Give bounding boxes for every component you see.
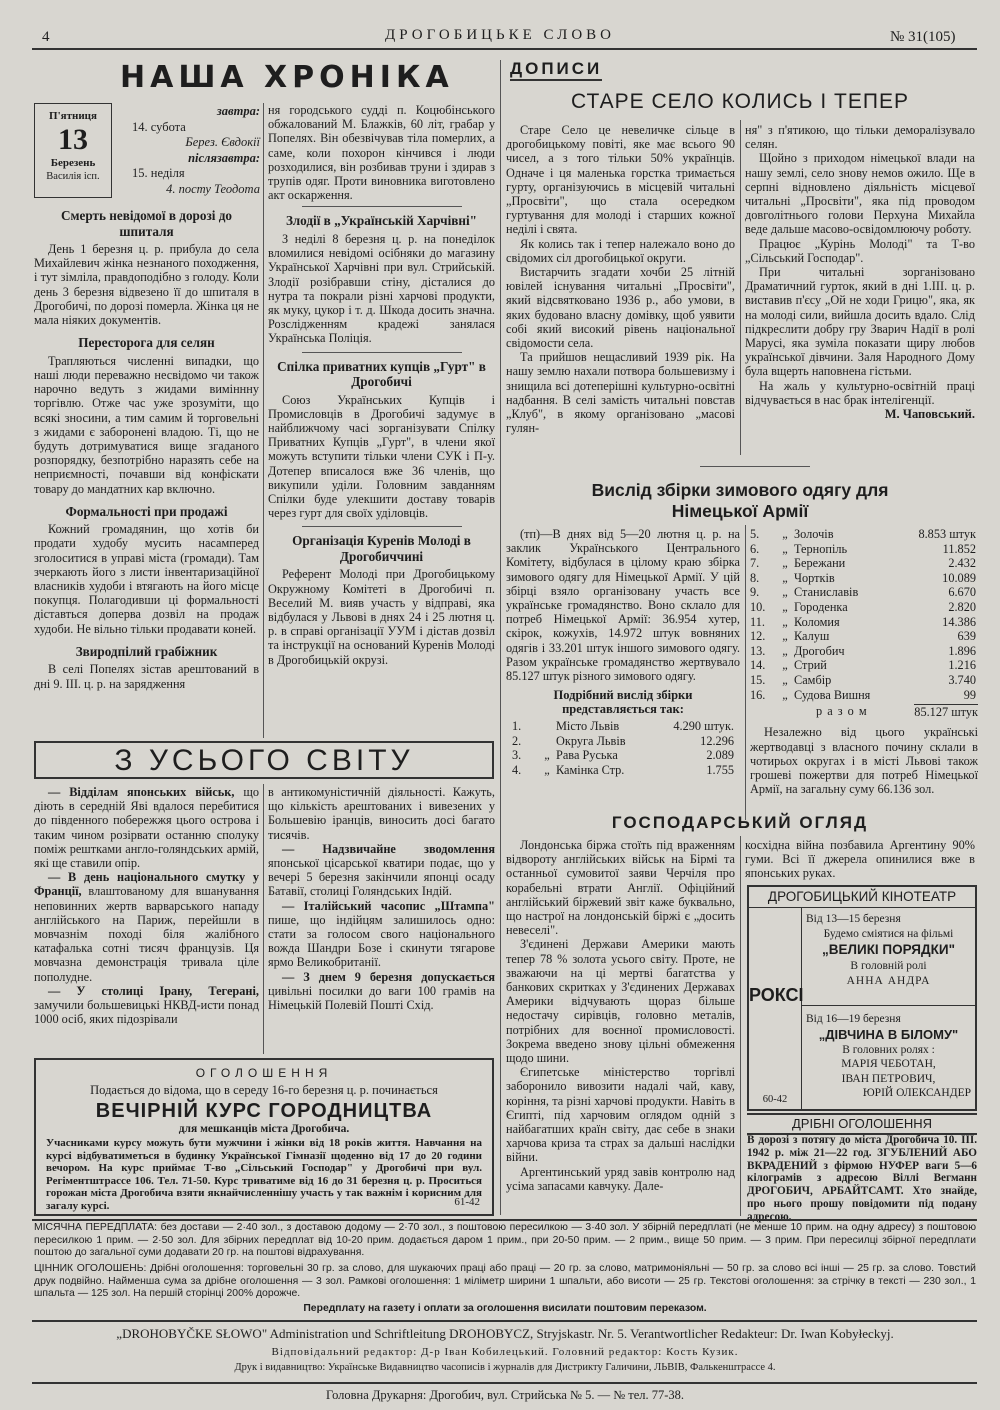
- collection-item-value: 12.296: [700, 733, 734, 748]
- collection-item-ditto: „: [782, 599, 788, 614]
- collection-item-ditto: „: [782, 643, 788, 658]
- collection-item-number: 6.: [750, 541, 760, 556]
- collection-item-value: 8.853 штук: [918, 527, 976, 541]
- collection-item-name: Округа Львів: [556, 733, 626, 748]
- letters-col2-p1: ня" з п'ятикою, що тільки деморалізувало селян.: [745, 123, 975, 152]
- warning-text: Трапляються численні випадки, що наші люди переважно несвідомо чи також нарочно ведуть з жидами виміннну торгівлю. Отже час уже зрозуміти, що всякі зносини, а тим самим й торговельні з жидами є заборонені владою. Ті, що не будуть дотримуватися вище згаданого розпорядку, безпотрібно наразять себе на неприємності, почавши від конфіскати товару до мандатних кар включно.: [34, 353, 259, 496]
- list_b-row: [750, 585, 976, 600]
- collection-item-number: 4.: [512, 763, 522, 778]
- world-item-2-text: влаштованому для вшанування неповинних жертв варварського нападу англійського на Париж, перейшли в мовчазнім поході біля жалібного катафалька сотні тисяч французів. Ця мовчазна демонстрація тривала ціле пополудне.: [34, 884, 259, 984]
- economy-p1: Лондонська біржа стоїть під враженням відвороту англійських військ на Бірмі та останньої сумовитої заяви Черчіля про корабельні втрати Англії. Офіційний англійський біржевий звіт каже буквально, що настрої на лондонській біржі є „досить невеселі".: [506, 838, 735, 938]
- calendar-day-number: 13: [58, 123, 88, 156]
- world-item-1-lead: — Відділам японських військ,: [48, 785, 235, 799]
- collection-col-rule: [745, 525, 746, 820]
- announcement-text: Учасниками курсу можуть бути мужчини і жінки від 18 років життя. Навчання на курсі відбуватиметься в будинку Української Гімназії щоденно від 17 до 20 години вечором. На курс приймає Т-во „Сільський Господар" у Дрогобичі при вул. Регіментштрассе 106. Тел. 71-50. Курс триватиме від 16 до 31 березня ц. р. Проситься горожан міста Дрогобича взяти якнайчисленнішу участь у так важнім і корисним для загалу курсі.: [46, 1137, 482, 1212]
- collection-col-2: [750, 527, 978, 796]
- collection-item-ditto: „: [782, 570, 788, 585]
- collection-after-text: Незалежно від цього українські жертводавці з власного почину склали в чотирьох округах і в місті Львові також грошеві пожертви для потреб Німецької Армії, на загальну суму 66.136 зол.: [750, 725, 978, 797]
- kitchen-title: Злодії в „Українській Харчівні": [285, 213, 477, 229]
- world-item-3-text: замучили большевицькі НКВД-исти понад 1000 осіб, яких підозрівали: [34, 998, 259, 1027]
- collection-item-ditto: „: [782, 687, 788, 702]
- collection-total-label: р а з о м: [816, 704, 868, 719]
- letters-label: ДОПИСИ: [510, 59, 602, 81]
- collection-item-name: Коломия: [794, 614, 840, 629]
- show1-intro: Будемо сміятися на фільмі: [823, 927, 954, 940]
- collection-item-value: 2.820: [948, 599, 976, 614]
- cinema-brand: [749, 907, 802, 1109]
- collection-item-name: Городенка: [794, 599, 848, 614]
- collection-item-name: Самбір: [794, 672, 832, 687]
- collection-item-value: 2.089: [706, 748, 734, 763]
- collection-item-number: 10.: [750, 599, 766, 614]
- tomorrow-line2: Берез. Євдокії: [185, 135, 260, 150]
- rule-gurt: [302, 352, 462, 353]
- collection-item-number: 1.: [512, 719, 522, 734]
- world-item-1-text: що діють в середній Яві вдалося перебитися до південного побережжя цього острова і таким чином розірвати останню сполуку поміж рештками англо-голяндських армій, які ще ставили опір.: [34, 785, 259, 871]
- show2-role: В головних ролях :: [842, 1044, 935, 1057]
- collection-top-rule: [700, 466, 810, 467]
- collection-col-1: [506, 527, 740, 778]
- footer-editor: Відповідальний редактор: Д-р Іван Кобилецький. Головний редактор: Кость Кузик.: [271, 1346, 739, 1358]
- cinema-phone: 60-42: [762, 1094, 788, 1105]
- header-rule: [32, 48, 977, 50]
- collection-item-value: 14.386: [942, 614, 976, 629]
- footer-prices-end: Передплату на газету і оплати за оголошення висилати поштовим переказом.: [303, 1303, 707, 1314]
- collection-item-ditto: „: [782, 658, 788, 673]
- list_b-row: [750, 615, 976, 630]
- footer-printer: Друк і видавництво: Українське Видавництво часописів і журналів для Дистрикту Галичини, ЛЬВІВ, Фалькенштрассе 4.: [234, 1362, 776, 1373]
- death-title: Смерть невідомої в дорозі до шпиталя: [60, 208, 233, 239]
- letters-signature: М. Чаповський.: [884, 407, 975, 422]
- announcement-label: ОГОЛОШЕННЯ: [195, 1066, 333, 1080]
- list_b-row: [750, 629, 976, 644]
- collection-item-number: 5.: [750, 527, 760, 541]
- show1-actor: АННА АНДРА: [846, 974, 931, 987]
- calendar-saint: Василія ісп.: [46, 171, 100, 182]
- collection-subtitle-line2: представляється так:: [562, 702, 684, 717]
- footer-prices: ЦІННИК ОГОЛОШЕНЬ: Дрібні оголошення: торговельні 30 гр. за слово, для шукаючих праці або праці — 20 гр. за слово, матримоніяльні — 50 гр. за слово всі інші — 25 гр. за слово. Товстий друк подвійно. Найменша сума за дрібне оголошення — 3 зол. Рамкові оголошення: 1 міліметр ширини 1 шпальти, або висоти — 25 гр. Текстові оголошення: за стрічку в тексті — 230 зол., 1 шпальта — 125 зол. На першій сторінці 200% дорожче.: [34, 1263, 976, 1300]
- kitchen-text: З неділі 8 березня ц. р. на понеділок вломилися невідомі осібняки до магазину Української Харчівні при вул. Стрийській. Злодії розібравши стіну, дісталися до нутра та покрали різні харчові продукти, як муку, цукор і т. д. Шкода досить значна. Розслідженням крадежі занялася Українська Поліція.: [268, 231, 495, 346]
- small-ads-title: ДРІБНІ ОГОЛОШЕННЯ: [747, 1113, 977, 1135]
- list_b-row: [750, 542, 976, 557]
- collection-item-name: Стрий: [794, 658, 827, 673]
- letters-col1-p3: Вистарчить згадати хочби 25 літній ювілей існування читальні „Просвіти", який відсвятковано 1936 р., або умови, в яких будовано власну домівку, щоб уявити собі який високий рівень національної свідомости села.: [506, 265, 735, 351]
- collection-item-ditto: „: [782, 614, 788, 629]
- world-col-2: [268, 785, 495, 1012]
- collection-item-value: 4.290 штук.: [673, 719, 734, 734]
- collection-list-b: [750, 527, 976, 702]
- small-ads-text: В дорозі з потягу до міста Дрогобича 10. III. 1942 р. між 21—22 год. ЗГУБЛЕНИЙ АБО ВКРАДЕНИЙ з фірмою НУФЕР ваги 5—6 кілограмів з адресою Віллі Вегманн ДРОГОБИЧ, АРБАЙТСАМТ. Хто знайде, про нього прошу повідомити під подану адресою.: [747, 1134, 977, 1223]
- announcement-code: 61-42: [454, 1196, 480, 1208]
- footer-admin: „DROHOBYČKE SŁOWO" Administration und Schriftleitung DROHOBYCZ, Stryjskastr. Nr. 5. Verantwortlicher Redakteur: Dr. Iwan Kobyłeckyj.: [116, 1326, 894, 1341]
- tomorrow-label: завтра:: [216, 104, 260, 118]
- world-item-japan: [34, 785, 259, 870]
- world-item-batavia: [268, 842, 495, 899]
- world-item-iran: [34, 984, 259, 1027]
- list_b-row: [750, 658, 976, 673]
- collection-item-number: 9.: [750, 585, 760, 600]
- death-text: День 1 березня ц. р. прибула до села Михайлевич жінка незнаного походження, і тут зімліла, правдоподібно з голоду. Коли день 3 березня відвезено її до шпиталя в Дрогобичі, по дорозі померла. Жінка ця не мала ніяких документів.: [34, 242, 259, 328]
- list_b-row: [750, 673, 976, 688]
- letters-col1-p4: Та прийшов нещасливий 1939 рік. На нашу землю нахали потвора большевизму і знищила всі дотеперішні культурно-освітні надбання. В селі замість читальні повстав „Клуб", в якому організовано „масові гулян-: [506, 350, 735, 436]
- calendar-info: [132, 104, 260, 198]
- announcement-box: [34, 1058, 494, 1216]
- world-item-5-lead: — Італійський часопис „Штампа": [282, 898, 495, 913]
- collection-item-ditto: „: [782, 585, 788, 600]
- chronicle-col-rule-1: [263, 103, 264, 738]
- collection-item-name: Бережани: [794, 556, 846, 571]
- world-item-5-text: пише, що індійцям залишилось одно: стати за голосом свого національного вожда Шандри Бозе і скинути тягарове ярмо Великобританії.: [268, 912, 495, 970]
- letters-col-2: [745, 123, 975, 421]
- collection-list-a: [512, 719, 734, 777]
- collection-item-ditto: „: [782, 541, 788, 556]
- collection-item-number: 7.: [750, 556, 760, 571]
- letters-col-1: [506, 123, 735, 435]
- issue-number: № 31(105): [890, 29, 956, 45]
- economy-col-1: [506, 838, 735, 1193]
- collection-item-value: 10.089: [942, 570, 976, 585]
- collection-item-name: Судова Вишня: [794, 687, 871, 702]
- show2-actor1: МАРІЯ ЧЕБОТАН,: [841, 1058, 936, 1071]
- robber-title: Звиродпілий грабіжник: [75, 643, 218, 659]
- collection-item-name: Калуш: [794, 629, 830, 644]
- world-item-2-lead: — В день національного смутку у Франції,: [34, 870, 259, 899]
- letters-title: СТАРЕ СЕЛО КОЛИСЬ І ТЕПЕР: [571, 90, 909, 113]
- collection-item-ditto: „: [544, 763, 550, 778]
- collection-title-line1: Вислід збірки зимового одягу для: [591, 480, 889, 500]
- collection-item-number: 16.: [750, 687, 766, 702]
- collection-item-number: 3.: [512, 748, 522, 763]
- footer-subscription: МІСЯЧНА ПЕРЕДПЛАТА: без достави — 2·40 зол., з доставою додому — 2·70 зол., з поштовою пересилкою — 3·40 зол. У збірній передплаті (не менше 10 прим. на одну адресу) з поштовою пересилкою 1 прим. — 2·50 зол. Для збірних передплат від 10-20 прим. додається даром 1 прим., при 20-50 прим. — 2 прим., вище 50 прим. — 3 прим. При пересилці збірної передплати поштою до загальної суми додавати 20 гр. на поштові відрахування.: [34, 1222, 976, 1259]
- list_b-row: [750, 527, 976, 542]
- collection-item-ditto: „: [544, 748, 550, 763]
- after-line2: 4. посту Теодота: [166, 181, 260, 196]
- world-item-stampa: [268, 899, 495, 970]
- collection-item-ditto: „: [782, 629, 788, 644]
- collection-text: (тп)—В днях від 5—20 лютня ц. р. на заклик Українського Центрального Комітету, відбулася в цілому краю збірка зимового одягу для Німецької Армії. У цій збірці взяло організовану участь все українське громадянство. Воно склало для потреб Німецької Армії: 36.954 хутер, скірок, кожухів, 14.972 штук вовняних одягів і 33.201 штук іншого зимового одягу. Разом українське громадянство жертвувало 85.127 штук різного зимового одягу.: [506, 527, 740, 684]
- world-title: З УСЬОГО СВІТУ: [114, 744, 414, 777]
- gurt-text: Союз Українських Купців і Промисловців в Дрогобичі задумує в найближчому часі зорганізувати Спілку Приватних Купців „Гурт", в члени якої можуть вступити тільки члени СУК і П-у. Дотепер вписалося вже 36 членів, що викупили уділи. Головним завданням Спілки буде улекшити доставу товарів через гурт для своїх уділовців.: [268, 392, 495, 521]
- show2-dates: Від 16—19 березня: [806, 1013, 901, 1025]
- show2-actor2: ІВАН ПЕТРОВИЧ,: [841, 1072, 936, 1085]
- collection-item-name: Місто Львів: [556, 719, 620, 734]
- list_b-row: [750, 688, 976, 703]
- gurt-title: Спілка приватних купців „Гурт" в Дрогобичі: [277, 358, 486, 390]
- show1-dates: Від 13—15 березня: [806, 913, 901, 925]
- rule-youth: [302, 526, 462, 527]
- collection-subtitle-line1: Подрібний вислід збірки: [553, 688, 693, 703]
- page-number: 4: [42, 29, 50, 45]
- economy-col2-p1: косхідна війна позбавила Аргентину 90% гуми. Всі її джерела опинилися вже в японських руках.: [745, 838, 975, 881]
- world-title-box: [34, 741, 494, 779]
- world-col-1: [34, 785, 259, 1026]
- list_a-row: [512, 719, 734, 734]
- collection-item-name: Чортків: [794, 570, 835, 585]
- announcement-course: ВЕЧІРНІЙ КУРС ГОРОДНИЦТВА: [95, 1100, 433, 1122]
- letters-col1-p1: Старе Село це невеличке сільце в дрогобицькому повіті, яке має всього 90 чисел, а з того тільки 50% українців. Одначе і ця маленька горстка тримається гурту, організуючись в місцевій читальні „Просвіти", що стала осередком гуртування для молоді і старших кожної неділі і свята.: [506, 123, 735, 237]
- footer-rule-top: [32, 1219, 977, 1221]
- letters-col2-p3: Працює „Курінь Молоді" та Т-во „Сільський Господар".: [745, 236, 975, 265]
- collection-item-value: 1.755: [706, 763, 734, 778]
- formalities-text: Кожний громадянин, що хотів би продати худобу мусить насамперед зголоситися в управі міста (громади). Там зчеркають його з листи інвентаризаційної власників худоби і втягають на його місце покупця. Полагодивши ці формальності діставться доперва дозвіл на продаж худоби. Не вільно тільки продавати коней.: [34, 522, 259, 636]
- letters-col2-p4: При читальні зорганізовано Драматичний гурток, який в дні 1.III. ц. р. виставив п'єсу „Ой не ходи Грицю", яка, як на молоді сили, вийшла досить вдало. Слід підкреслити добру гру Зварич Надії в ролі Марусі, яка зуміла показати щиру любов української дівчини. Заля Народного Дому була вщерть наповнена гістьми.: [745, 265, 975, 379]
- warning-title: Пересторога для селян: [78, 335, 215, 351]
- collection-item-number: 13.: [750, 643, 766, 658]
- collection-item-ditto: „: [782, 527, 788, 541]
- world-item-france: [34, 870, 259, 984]
- collection-item-number: 14.: [750, 658, 766, 673]
- footer-bottom: Головна Друкарня: Дрогобич, вул. Стрийська № 5. — № тел. 77-38.: [325, 1388, 685, 1402]
- list_a-row: [512, 748, 734, 763]
- collection-item-name: Золочів: [794, 527, 834, 541]
- show2-actor3: ЮРІЙ ОЛЕКСАНДЕР: [862, 1086, 971, 1099]
- cinema-title: ДРОГОБИЦЬКИЙ КІНОТЕАТР: [749, 887, 975, 908]
- world-item-3-lead: — У столиці Ірану, Тегерані,: [48, 983, 259, 998]
- footer-rule-mid: [32, 1320, 977, 1322]
- world-item-post: [268, 970, 495, 1013]
- letters-col-rule: [740, 120, 741, 455]
- collection-item-value: 639: [957, 629, 976, 644]
- show1-film: „ВЕЛИКІ ПОРЯДКИ": [822, 942, 955, 957]
- collection-item-number: 15.: [750, 672, 766, 687]
- collection-title: [505, 480, 975, 522]
- collection-total-value: 85.127 штук: [914, 705, 978, 720]
- collection-item-name: Станиславів: [794, 585, 859, 600]
- letters-col2-p2: Щойно з приходом німецької влади на нашу землі, село знову немов ожило. Ще в серпні відновлено діяльність місцевої читальні „Просвіти", яка під проводом довголітнього голови Перхуна Михайла веде дальше масово-освідомлюючу роботу.: [745, 151, 975, 237]
- collection-item-value: 99: [963, 687, 976, 702]
- world-item-4-lead: — Надзвичайне зводомлення: [282, 841, 495, 856]
- letters-col2-p5: На жаль у культурно-освітній праці відчувається в нас брак інтелігенції.: [745, 378, 975, 407]
- section-rule-mid: [500, 60, 501, 1215]
- cinema-box: [747, 885, 977, 1111]
- cinema-show-2: [802, 1007, 975, 1109]
- collection-item-value: 1.896: [948, 643, 976, 658]
- rule-kitchen: [302, 206, 462, 207]
- collection-item-number: 8.: [750, 570, 760, 585]
- list_b-row: [750, 571, 976, 586]
- formalities-title: Формальності при продажі: [65, 503, 228, 519]
- collection-item-value: 3.740: [948, 672, 976, 687]
- list_a-row: [512, 734, 734, 749]
- announcement-for: для мешканців міста Дрогобича.: [178, 1123, 350, 1135]
- collection-subtitle: [506, 688, 740, 716]
- calendar-day-name: П'ятниця: [49, 110, 97, 122]
- collection-item-number: 12.: [750, 629, 766, 644]
- collection-item-name: Дрогобич: [794, 643, 845, 658]
- show2-film: „ДІВЧИНА В БІЛОМУ": [818, 1027, 959, 1043]
- world-item-4-text: японської цісарської кватири подає, що у вечері 5 березня закінчили японці осаду Батавії, столиці Голяндських Індій.: [268, 856, 495, 899]
- world-item-6-lead: — З днем 9 березня допускається: [282, 969, 495, 984]
- economy-p3: Єгипетське міністерство торгівлі заборонило вивозити надалі чай, каву, коріння, та різні харчові продукти. Навіть в Єгипті, під харчовим оглядом одній з найбагатших країн світу, дає себе в знаки харчова криза та страх за дальші наслідки війни.: [506, 1065, 735, 1165]
- collection-item-ditto: „: [782, 556, 788, 571]
- economy-col-rule: [740, 836, 741, 1216]
- tomorrow-line1: 14. субота: [132, 119, 186, 134]
- collection-item-value: 11.852: [942, 541, 976, 556]
- collection-item-name: Тернопіль: [794, 541, 848, 556]
- collection-item-value: 1.216: [948, 658, 976, 673]
- collection-item-number: 11.: [750, 614, 765, 629]
- world-item-iran-cont: в антикомуністичній діяльності. Кажуть, що кількість арештованих і вивезених у Большевію іранців, виносить досі багато тисячів.: [268, 785, 495, 842]
- world-item-6-text: цивільні посилки до ваги 100 грамів на Німецькій Полевій Пошті Схід.: [268, 983, 495, 1013]
- calendar-month: Березень: [50, 157, 96, 169]
- cinema-name: РОКСІ: [749, 985, 804, 1005]
- collection-item-number: 2.: [512, 733, 522, 748]
- calendar-box: [34, 103, 112, 198]
- robber-text: В селі Попелях зістав арештований в дні 9. III. ц. р. на зарядження: [34, 662, 259, 691]
- collection-item-ditto: „: [782, 672, 788, 687]
- cinema-show-1: [802, 908, 975, 1006]
- robber-continuation: ня городського судді п. Коцюбінського обжалований М. Блажків, 60 літ, грабар у Попелях. Він обезвічував тіла померлих, а саме, коли похорон кінчився і люди розходилися, він розбивав труни і здирав з трупів одяг. Проти виновника виготовлено акт оскарження.: [268, 103, 495, 203]
- list_b-row: [750, 556, 976, 571]
- collection-item-name: Камінка Стр.: [556, 763, 625, 778]
- economy-col-2: [745, 838, 975, 881]
- collection-item-ditto: [538, 734, 556, 749]
- youth-text: Референт Молоді при Дрогобицькому Окружному Комітеті в Дрогобичі п. Веселий М. вияв участь у відправі, яка відбулася у Львові в днях 24 і 25 лютня ц. р. в справі організації УУМ і дістав дозвіл та інструкції на оснований Куренів Молоді в Дрогобицькій окрузі.: [268, 567, 495, 667]
- collection-item-value: 2.432: [948, 556, 976, 571]
- economy-title: ГОСПОДАРСЬКИЙ ОГЛЯД: [611, 813, 869, 832]
- chronicle-title: НАША ХРОНІКА: [120, 60, 454, 95]
- list_a-row: [512, 763, 734, 778]
- show1-role: В головній ролі: [850, 960, 927, 972]
- after-label: післязавтра:: [188, 150, 260, 165]
- economy-p4: Аргентинський уряд завів контролю над усіма запасами кавчуку. Дале-: [506, 1164, 735, 1193]
- chronicle-col-2: [268, 103, 495, 667]
- chronicle-col-1: [34, 206, 259, 691]
- collection-item-value: 6.670: [948, 585, 976, 600]
- world-col-rule: [263, 784, 264, 1054]
- collection-total: [750, 704, 978, 719]
- youth-title: Організація Куренів Молоді в Дрогобиччині: [292, 533, 471, 564]
- letters-col1-p2: Як колись так і тепер належало воно до свідомих сіл дрогобицької округи.: [506, 236, 735, 265]
- collection-item-ditto: [538, 719, 556, 734]
- economy-p2: З'єдинені Держави Америки мають тепер 78 % золота усього світу. Проте, не зважаючи на ці мертві багатства у банкових скритках у З'єдинених Державах Америки відчувають щораз більше недостачу сирівців, головно металів, потрібних для воєнної промисловості. Зокрема введено знову цільні обмеження щодо шини.: [506, 937, 735, 1066]
- footer-rule-bottom: [32, 1382, 977, 1384]
- masthead: ДРОГОБИЦЬКЕ СЛОВО: [384, 27, 615, 43]
- after-line1: 15. неділя: [132, 166, 185, 181]
- announcement-intro: Подається до відома, що в середу 16-го березня ц. р. починається: [90, 1083, 438, 1097]
- collection-title-line2: Німецької Армії: [671, 501, 809, 521]
- list_b-row: [750, 644, 976, 659]
- list_b-row: [750, 600, 976, 615]
- collection-item-name: Рава Руська: [556, 748, 618, 763]
